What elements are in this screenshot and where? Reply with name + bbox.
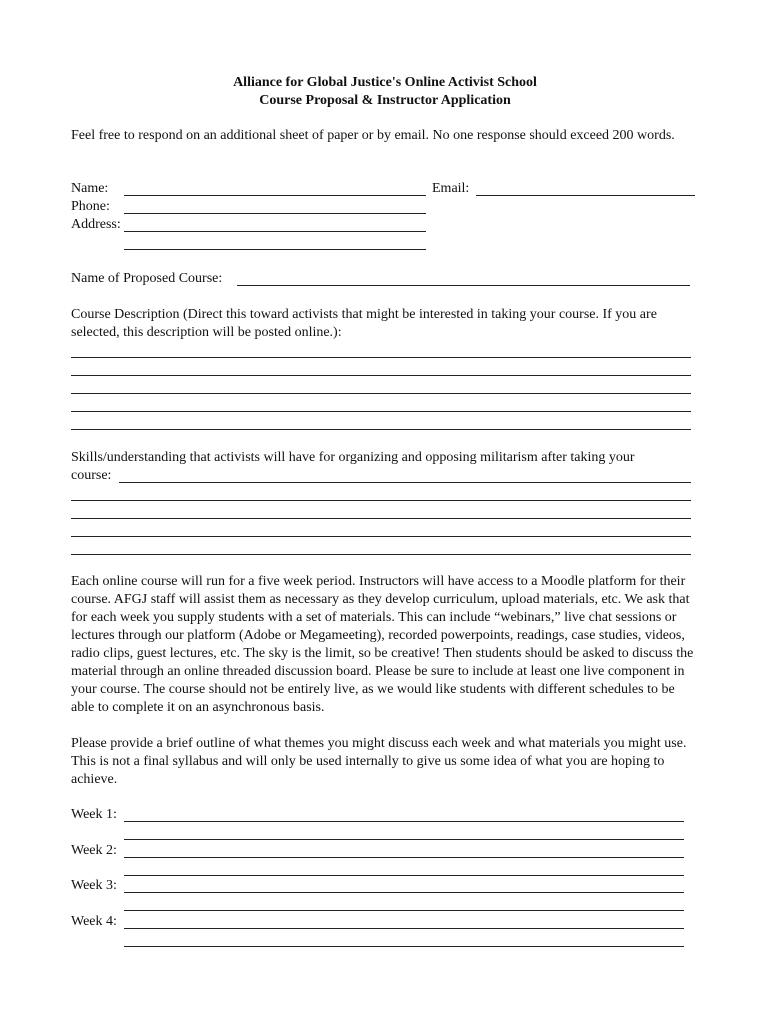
week-4-line-2[interactable] bbox=[124, 946, 684, 947]
description-line-2[interactable] bbox=[71, 375, 691, 376]
course-name-label: Name of Proposed Course: bbox=[71, 271, 223, 286]
description-prompt: Course Description (Direct this toward activists that might be interested in taking your course. If you are selected, this description will be posted online.): bbox=[71, 307, 657, 340]
week-2-line-1[interactable] bbox=[124, 857, 684, 858]
skills-line-3[interactable] bbox=[71, 518, 691, 519]
address-field-line-1[interactable] bbox=[124, 231, 426, 232]
skills-line-4[interactable] bbox=[71, 536, 691, 537]
course-info-text: Each online course will run for a five week period. Instructors will have access to a Moodle platform for their course. AFGJ staff will assist them as necessary as they develop curriculum, upload materials, etc. We ask that for each week you supply students with a set of materials. This can include “webinars,” live chat sessions or lectures through our platform (Adobe or Megameeting), recorded powerpoints, readings, case studies, videos, radio clips, guest lectures, etc. The sky is the limit, so be creative! Then students should be asked to discuss the material through an online threaded discussion board. Please be sure to include at least one live component in your course. The course should not be entirely live, as we would like students with different schedules to be able to complete it on an asynchronous basis. bbox=[71, 574, 694, 715]
form-subtitle: Course Proposal & Instructor Application bbox=[259, 93, 511, 108]
week-2-label: Week 2: bbox=[71, 843, 117, 858]
week-3-line-1[interactable] bbox=[124, 892, 684, 893]
intro-text: Feel free to respond on an additional sheet of paper or by email. No one response should exceed 200 words. bbox=[71, 128, 675, 143]
week-1-label: Week 1: bbox=[71, 807, 117, 822]
email-label: Email: bbox=[432, 181, 470, 196]
phone-label: Phone: bbox=[71, 199, 110, 214]
skills-prompt: Skills/understanding that activists will have for organizing and opposing militarism after taking your bbox=[71, 450, 635, 465]
skills-line-5[interactable] bbox=[71, 554, 691, 555]
name-label: Name: bbox=[71, 181, 109, 196]
description-line-3[interactable] bbox=[71, 393, 691, 394]
phone-field[interactable] bbox=[124, 213, 426, 214]
week-4-line-1[interactable] bbox=[124, 928, 684, 929]
week-3-label: Week 3: bbox=[71, 878, 117, 893]
week-3-line-2[interactable] bbox=[124, 910, 684, 911]
skills-line-2[interactable] bbox=[71, 500, 691, 501]
week-1-line-2[interactable] bbox=[124, 839, 684, 840]
form-title: Alliance for Global Justice's Online Activist School bbox=[233, 75, 537, 90]
course-name-field[interactable] bbox=[237, 285, 690, 286]
description-line-5[interactable] bbox=[71, 429, 691, 430]
address-field-line-2[interactable] bbox=[124, 249, 426, 250]
skills-line-1[interactable] bbox=[119, 482, 691, 483]
week-2-line-2[interactable] bbox=[124, 875, 684, 876]
week-1-line-1[interactable] bbox=[124, 821, 684, 822]
description-line-1[interactable] bbox=[71, 357, 691, 358]
email-field[interactable] bbox=[476, 195, 695, 196]
week-4-label: Week 4: bbox=[71, 914, 117, 929]
description-line-4[interactable] bbox=[71, 411, 691, 412]
skills-prompt-continued: course: bbox=[71, 468, 112, 483]
outline-prompt: Please provide a brief outline of what themes you might discuss each week and what materials you might use. This is not a final syllabus and will only be used internally to give us some idea of what you are hoping to achieve. bbox=[71, 736, 687, 787]
address-label: Address: bbox=[71, 217, 121, 232]
name-field[interactable] bbox=[124, 195, 426, 196]
